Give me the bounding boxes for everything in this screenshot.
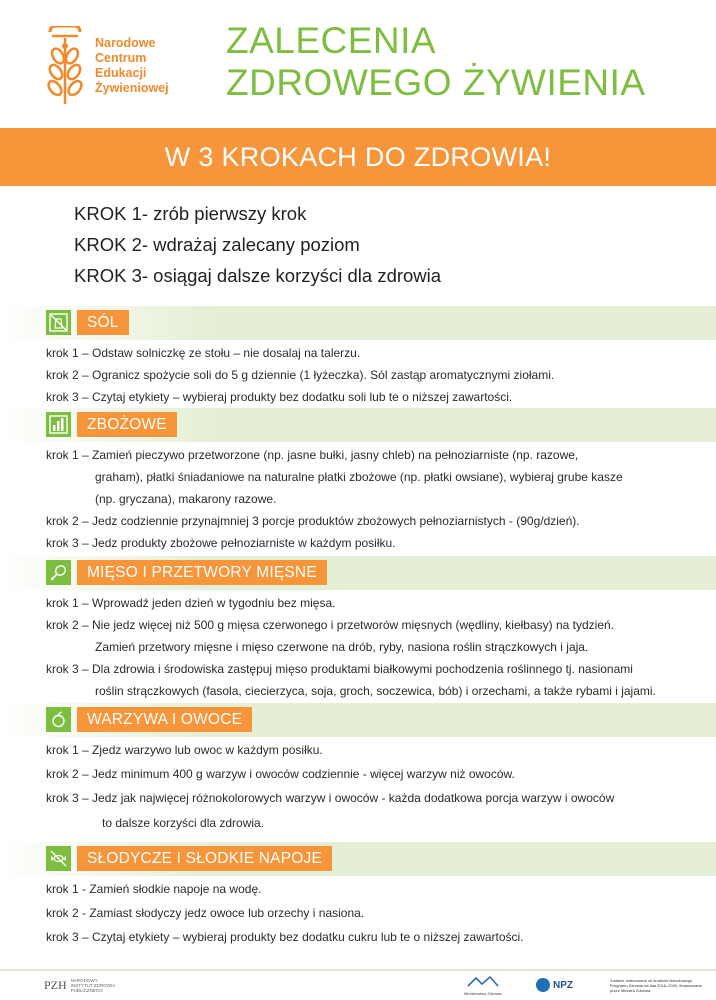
section-body [0, 340, 716, 404]
step-line: krok 2 – Ogranicz spożycie soli do 5 g dziennie (1 łyżeczka). Sól zastąp aromatycznymi ziołami. [46, 368, 555, 382]
ministry-logo [464, 974, 504, 998]
logo-line: Narodowe [95, 36, 156, 50]
page-title [226, 20, 646, 104]
ministry-wave-icon [464, 974, 504, 990]
step-line: roślin strączkowych (fasola, ciecierzyca, soja, groch, soczewica, bób) i orzechami, a także rybami i jajami. [95, 684, 656, 698]
logo-line: Centrum [95, 51, 147, 65]
step-line: graham), płatki śniadaniowe na naturalne płatki zbożowe (np. płatki owsiane), wybieraj grube kasze [95, 470, 623, 484]
no-salt-icon [46, 310, 71, 335]
step-line: Zamień przetwory mięsne i mięso czerwone na drób, ryby, nasiona roślin strączkowych i jaja. [95, 640, 589, 654]
section-header [0, 842, 716, 876]
logo-text [95, 36, 169, 96]
section-header [0, 703, 716, 737]
intro-step: KROK 1- zrób pierwszy krok [74, 203, 307, 224]
pzh-mark: PZH [44, 978, 67, 992]
no-sweets-icon [46, 846, 71, 871]
funding-note: Zadanie realizowane ze środków Narodowego Programu Zdrowia na lata 2016–2020, finansowane przez Ministra Zdrowia. [610, 978, 702, 993]
step-line: krok 3 – Jedz jak najwięcej różnokolorowych warzyw i owoców - każda dodatkowa porcja warzyw i owoców [46, 791, 615, 805]
step-line: krok 1 – Zjedz warzywo lub owoc w każdym posiłku. [46, 743, 323, 757]
banner [0, 128, 716, 186]
logo-line: Żywieniowej [95, 81, 169, 95]
page-title-line: ZALECENIA [226, 20, 437, 61]
intro-step: KROK 3- osiągaj dalsze korzyści dla zdrowia [74, 265, 442, 286]
section-header [0, 306, 716, 340]
page-title-line: ZDROWEGO ŻYWIENIA [226, 62, 646, 103]
step-line: krok 1 – Wprowadź jeden dzień w tygodniu bez mięsa. [46, 596, 336, 610]
step-line: krok 1 - Zamień słodkie napoje na wodę. [46, 882, 262, 896]
section-title: MIĘSO I PRZETWORY MIĘSNE [77, 560, 327, 585]
step-line: krok 3 – Czytaj etykiety – wybieraj produkty bez dodatku cukru lub te o niższej zawartości. [46, 930, 524, 944]
step-line: krok 2 - Zamiast słodyczy jedz owoce lub orzechy i nasiona. [46, 906, 365, 920]
section-title: SŁODYCZE I SŁODKIE NAPOJE [77, 846, 332, 871]
step-line: krok 2 – Jedz minimum 400 g warzyw i owoców codziennie - więcej warzyw niż owoców. [46, 767, 515, 781]
section-title: WARZYWA I OWOCE [77, 707, 252, 732]
section-header [0, 408, 716, 442]
wheat-logo-icon [40, 26, 90, 106]
banner-text: W 3 KROKACH DO ZDROWIA! [164, 141, 552, 172]
step-line: to dalsze korzyści dla zdrowia. [102, 816, 265, 830]
step-line: krok 2 – Nie jedz więcej niż 500 g mięsa czerwonego i przetworów mięsnych (wędliny, kiełbasy) na tydzień. [46, 618, 615, 632]
npz-text: NPZ [553, 979, 573, 991]
step-line: krok 1 – Zamień pieczywo przetworzone (np. jasne bułki, jasny chleb) na pełnoziarniste (np. razowe, [46, 448, 579, 462]
section-title: SÓL [77, 310, 129, 335]
ministry-text: Ministerstwo Zdrowia [464, 991, 502, 996]
section-header [0, 556, 716, 590]
step-line: krok 3 – Czytaj etykiety – wybieraj produkty bez dodatku soli lub te o niższej zawartości. [46, 390, 513, 404]
intro-step: KROK 2- wdrażaj zalecany poziom [74, 234, 360, 255]
grain-icon [46, 412, 71, 437]
footer [0, 968, 716, 1000]
step-line: krok 3 – Dla zdrowia i środowiska zastępuj mięso produktami białkowymi pochodzenia roślinnego tj. nasionami [46, 662, 633, 676]
npz-circle-icon [536, 978, 550, 992]
section-title: ZBOŻOWE [77, 412, 177, 437]
step-line: krok 2 – Jedz codziennie przynajmniej 3 porcje produktów zbożowych pełnoziarnistych - (90g/dzień). [46, 514, 580, 528]
step-line: krok 1 – Odstaw solniczkę ze stołu – nie dosalaj na talerzu. [46, 346, 361, 360]
logo-line: Edukacji [95, 66, 147, 80]
apple-icon [46, 707, 71, 732]
drumstick-icon [46, 560, 71, 585]
pzh-text: NARODOWY INSTYTUT ZDROWIA PUBLICZNEGO [70, 978, 115, 993]
npz-logo [536, 978, 573, 992]
step-line: (np. gryczana), makarony razowe. [95, 492, 277, 506]
header [0, 0, 716, 128]
step-line: krok 3 – Jedz produkty zbożowe pełnoziarniste w każdym posiłku. [46, 536, 396, 550]
intro-steps [74, 198, 441, 291]
ncez-logo [40, 26, 190, 106]
pzh-logo [44, 978, 121, 993]
